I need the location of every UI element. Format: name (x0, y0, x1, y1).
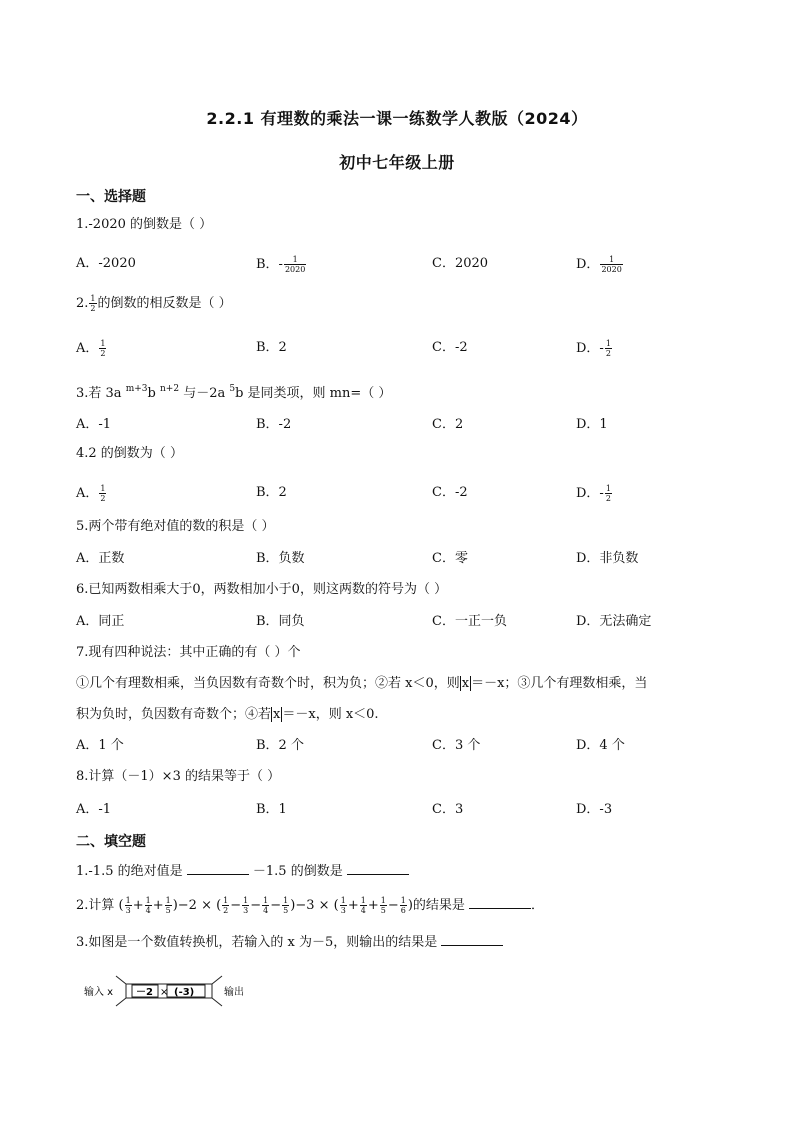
q3-option-c: C．2 (432, 417, 464, 432)
answer-blank (187, 862, 249, 875)
fraction: $\frac{1}{2}$ (100, 339, 106, 358)
answer-blank (347, 862, 409, 875)
fraction: $\frac{1}{2020}$ (601, 255, 622, 274)
question-7-statements-2: 积为负时，负因数有奇数个；④若 x ＝－x，则 x＜0. (76, 707, 379, 722)
q2-option-c: C．-2 (432, 340, 468, 355)
fraction: $\frac{1}{3}$ (340, 896, 346, 915)
question-7-statements-1: ①几个有理数相乘，当负因数有奇数个时，积为负；②若 x＜0，则 x ＝－x；③几个有理数相乘，当 (76, 676, 648, 691)
fill-question-1: 1.-1.5 的绝对值是 －1.5 的倒数是 (76, 862, 409, 881)
q1-option-c: C．2020 (432, 256, 489, 271)
fraction: $\frac{1}{3}$ (243, 896, 249, 915)
question-2: 2. $\frac{1}{2}$ 的倒数的相反数是（ ） (76, 294, 232, 313)
answer-blank (441, 933, 503, 946)
fraction: $\frac{1}{2}$ (223, 896, 229, 915)
question-1: 1.-2020 的倒数是（ ） (76, 217, 213, 232)
q7-option-c: C．3 个 (432, 738, 481, 753)
fraction: $\frac{1}{2}$ (605, 339, 611, 358)
q8-option-c: C．3 (432, 802, 464, 817)
q8-option-a: A．-1 (76, 802, 112, 817)
q5-option-a: A．正数 (76, 551, 125, 566)
q6-option-c: C．一正一负 (432, 614, 507, 629)
q3-option-a: A．-1 (76, 417, 112, 432)
section-heading-choice: 一、选择题 (76, 189, 146, 205)
machine-op2: (-3) (174, 987, 195, 998)
page-title: 2.2.1 有理数的乘法一课一练数学人教版（2024） (206, 109, 588, 128)
conversion-machine-diagram (82, 972, 282, 1012)
fraction: $\frac{1}{2020}$ (284, 255, 306, 274)
machine-times: × (160, 987, 169, 998)
fraction: $\frac{1}{2}$ (605, 484, 611, 503)
q2-option-b: B．2 (256, 340, 287, 355)
machine-input-label: 输入 x (84, 987, 114, 998)
q4-option-d: D．- $\frac{1}{2}$ (576, 484, 611, 503)
fraction: $\frac{1}{4}$ (263, 896, 269, 915)
q1-option-a: A．-2020 (76, 256, 136, 271)
q4-option-a: A． $\frac{1}{2}$ (76, 484, 106, 503)
q1-option-b-label: B．- (256, 257, 283, 272)
q7-option-d: D．4 个 (576, 738, 625, 753)
q8-option-b: B．1 (256, 802, 287, 817)
fraction: $\frac{1}{4}$ (360, 896, 366, 915)
fraction: $\frac{1}{5}$ (380, 896, 386, 915)
q1-option-b (256, 255, 307, 274)
q1-option-d (576, 255, 624, 274)
fraction: $\frac{1}{6}$ (400, 896, 406, 915)
q6-option-a: A．同正 (76, 614, 125, 629)
question-4: 4.2 的倒数为（ ） (76, 446, 183, 461)
q6-option-d: D．无法确定 (576, 614, 652, 629)
machine-output-label: 输出 (224, 987, 244, 998)
fraction: $\frac{1}{5}$ (165, 896, 171, 915)
page-subtitle: 初中七年级上册 (339, 153, 455, 172)
question-5: 5.两个带有绝对值的数的积是（ ） (76, 519, 275, 534)
q5-option-b: B．负数 (256, 551, 305, 566)
fill-question-2: 2.计算 ( $\frac{1}{3}$ + $\frac{1}{4}$ + $\frac{1}{5}$ )−2 × ( $\frac{1}{2}$ − $\frac{1}{3}$ − $\frac{1}{4}$ − $\frac{1}{5}$ )−3 × ( $\frac{1}{3}$ + $\frac{1}{4}$ + $\frac{1}{5}$ − $\frac{1}{6}$ )的结果是 ． (76, 896, 545, 915)
machine-op1: －2 (136, 987, 153, 998)
q4-option-c: C．-2 (432, 485, 468, 500)
answer-blank (469, 896, 531, 909)
q5-option-c: C．零 (432, 551, 468, 566)
question-6: 6.已知两数相乘大于0，两数相加小于0，则这两数的符号为（ ） (76, 582, 448, 597)
fraction: $\frac{1}{3}$ (125, 896, 131, 915)
q3-option-b: B．-2 (256, 417, 292, 432)
fraction: $\frac{1}{2}$ (90, 294, 96, 313)
q1-option-d-label: D． (576, 257, 600, 272)
q6-option-b: B．同负 (256, 614, 305, 629)
question-8: 8.计算（－1）×3 的结果等于（ ） (76, 769, 281, 784)
q4-option-b: B．2 (256, 485, 287, 500)
q5-option-d: D．非负数 (576, 551, 639, 566)
q7-option-b: B．2 个 (256, 738, 304, 753)
q2-option-d: D．- $\frac{1}{2}$ (576, 339, 611, 358)
q2-option-a: A． $\frac{1}{2}$ (76, 339, 106, 358)
q3-option-d: D．1 (576, 417, 608, 432)
fraction: $\frac{1}{5}$ (283, 896, 289, 915)
q8-option-d: D．-3 (576, 802, 613, 817)
section-heading-fill: 二、填空题 (76, 834, 146, 850)
question-3: 3.若 3a $^{m+3}$b $^{n+2}$ 与－2a $^5$b 是同类项，则 mn=（ ） (76, 384, 392, 401)
machine-outline (116, 976, 222, 1006)
fraction: $\frac{1}{4}$ (145, 896, 151, 915)
fill-question-3: 3.如图是一个数值转换机，若输入的 x 为－5，则输出的结果是 (76, 933, 503, 952)
fraction: $\frac{1}{2}$ (100, 484, 106, 503)
question-7: 7.现有四种说法：其中正确的有（ ）个 (76, 645, 301, 660)
q7-option-a: A．1 个 (76, 738, 124, 753)
